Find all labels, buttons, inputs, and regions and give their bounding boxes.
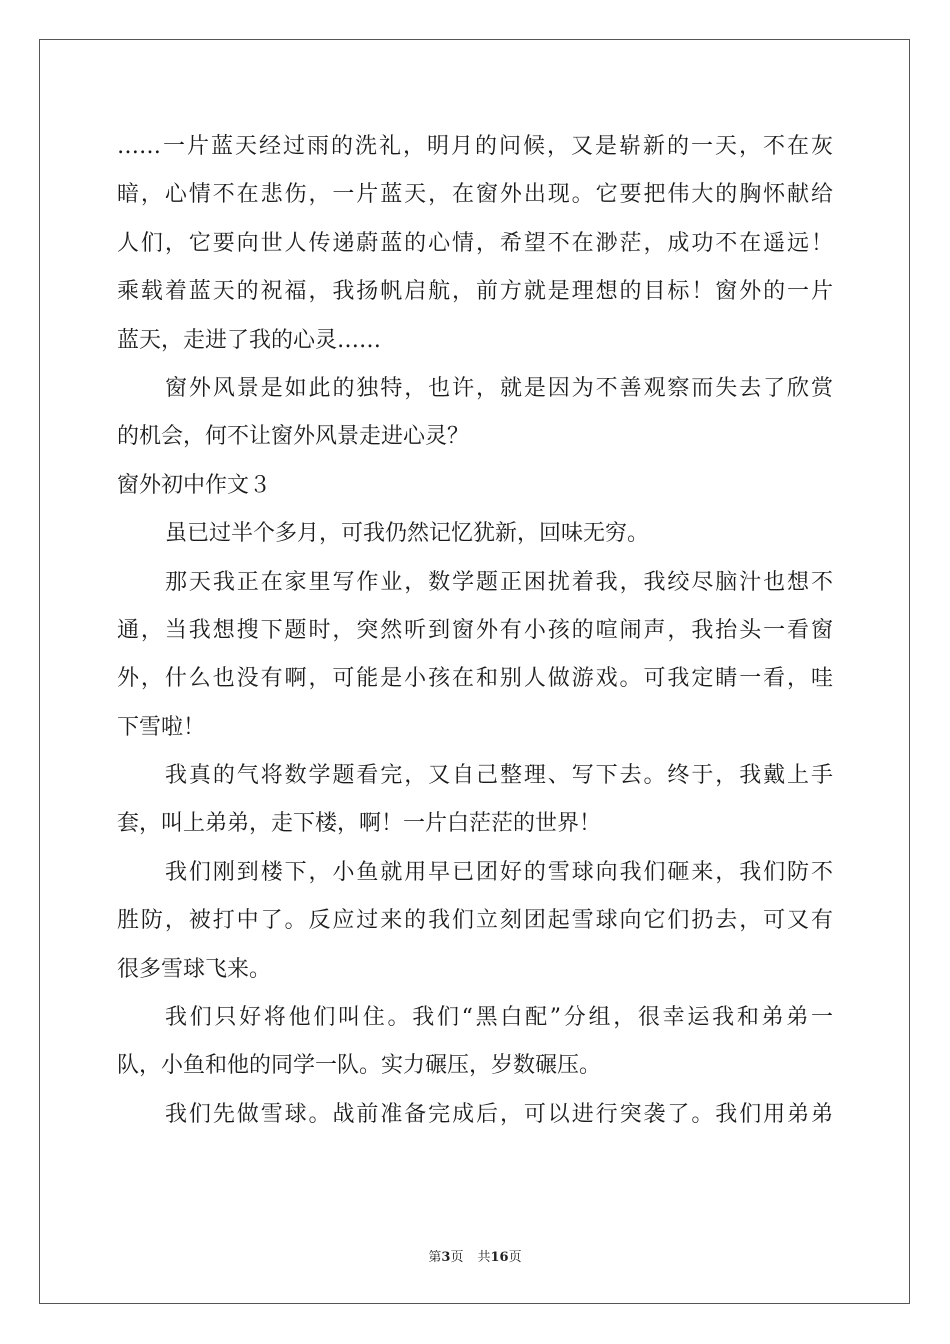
- section-heading: 窗外初中作文３: [117, 472, 272, 498]
- text-line: 很多雪球飞来。: [117, 956, 272, 982]
- footer-page-unit: 页: [450, 1250, 464, 1265]
- text-line: 套，叫上弟弟，走下楼，啊！一片白茫茫的世界！: [117, 811, 602, 837]
- text-line: 我们只好将他们叫住。我们“黑白配”分组，很幸运我和弟弟一: [165, 1005, 833, 1031]
- footer-total-prefix: 共: [477, 1250, 491, 1265]
- text-line: 人们，它要向世人传递蔚蓝的心情，希望不在渺茫，成功不在遥远！: [117, 230, 833, 256]
- document-body: [117, 123, 833, 1139]
- text-line: 我们先做雪球。战前准备完成后，可以进行突袭了。我们用弟弟: [165, 1101, 833, 1127]
- page-footer: [0, 1246, 950, 1265]
- footer-prefix: 第: [428, 1250, 442, 1265]
- text-line: 虽已过半个多月，可我仍然记忆犹新，回味无穷。: [165, 521, 650, 547]
- footer-total-unit: 页: [508, 1250, 522, 1265]
- text-line: 通，当我想搜下题时，突然听到窗外有小孩的喧闹声，我抬头一看窗: [117, 617, 833, 643]
- text-line: 队，小鱼和他的同学一队。实力碾压，岁数碾压。: [117, 1053, 602, 1079]
- text-line: 窗外风景是如此的独特，也许，就是因为不善观察而失去了欣赏: [165, 375, 833, 401]
- text-line: 我们刚到楼下，小鱼就用早已团好的雪球向我们砸来，我们防不: [165, 859, 833, 885]
- text-line: 蓝天，走进了我的心灵……: [117, 327, 382, 353]
- current-page-number: 3: [441, 1250, 451, 1265]
- text-line: 暗，心情不在悲伤，一片蓝天，在窗外出现。它要把伟大的胸怀献给: [117, 182, 833, 208]
- text-line: 外，什么也没有啊，可能是小孩在和别人做游戏。可我定睛一看，哇: [117, 666, 833, 692]
- text-line: ……一片蓝天经过雨的洗礼，明月的问候，又是崭新的一天，不在灰: [117, 134, 833, 159]
- text-line: 胜防，被打中了。反应过来的我们立刻团起雪球向它们扔去，可又有: [117, 908, 833, 934]
- total-page-count: 16: [490, 1250, 509, 1265]
- text-line: 我真的气将数学题看完，又自己整理、写下去。终于，我戴上手: [165, 763, 833, 789]
- text-line: 下雪啦！: [117, 714, 206, 740]
- text-line: 乘载着蓝天的祝福，我扬帆启航，前方就是理想的目标！窗外的一片: [117, 279, 833, 305]
- text-line: 那天我正在家里写作业，数学题正困扰着我，我绞尽脑汁也想不: [165, 569, 833, 595]
- text-line: 的机会，何不让窗外风景走进心灵？: [117, 424, 470, 450]
